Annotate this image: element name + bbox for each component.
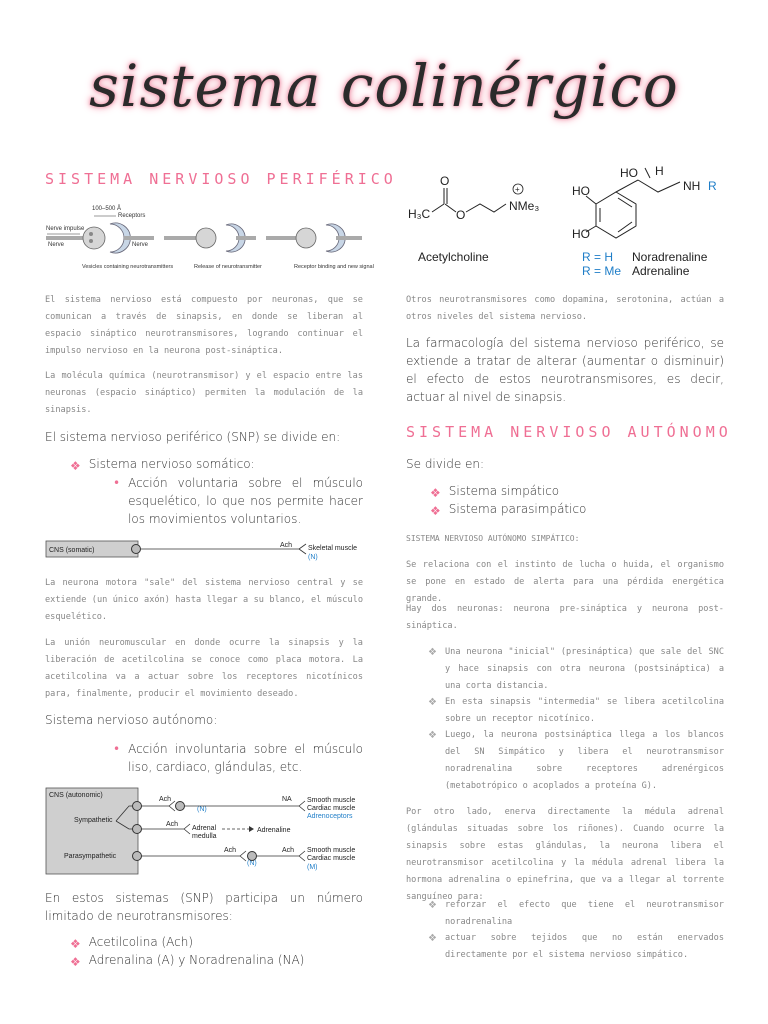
diamond-bullet-icon: ❖ bbox=[428, 730, 437, 741]
paragraph: La neurona motora "sale" del sistema nervioso central y se extiende (un único axón) hasta llegar a su blanco, el músculo esquelético. bbox=[45, 578, 363, 622]
svg-text:Ach: Ach bbox=[280, 542, 293, 549]
list-item bbox=[430, 502, 586, 520]
paragraph: El sistema nervioso periférico (SNP) se divide en: bbox=[45, 430, 341, 444]
list-item bbox=[70, 935, 193, 953]
svg-text:NH: NH bbox=[683, 179, 701, 193]
list-item bbox=[428, 694, 724, 728]
svg-text:Release of neurotransmitter: Release of neurotransmitter bbox=[194, 264, 262, 270]
paragraph: Por otro lado, enerva directamente la médula adrenal (glándulas situadas sobre los riñones). Cuando ocurre la sinapsis sobre estas glándulas, la neurona libera el neurotransmisor acetilcolina y la médula adrenal libera la hormona adrenalina o epinefrina, que va a llegar al torrente sanguíneo para: bbox=[406, 807, 724, 902]
list-item bbox=[428, 930, 724, 964]
svg-text:medulla: medulla bbox=[192, 833, 217, 840]
list-item-label: Una neurona "inicial" (presináptica) que sale del SNC y hace sinapsis con otra neurona (postsináptica) a una corta distancia. bbox=[444, 647, 724, 691]
molecule-structures-figure bbox=[404, 160, 744, 285]
svg-text:Noradrenaline: Noradrenaline bbox=[632, 250, 708, 264]
svg-text:R = H: R = H bbox=[582, 250, 614, 264]
list-item-label: Acción involuntaria sobre el músculo liso, cardiaco, glándulas, etc. bbox=[128, 742, 363, 774]
autonomic-pathway-figure bbox=[44, 786, 366, 878]
svg-text:(M): (M) bbox=[307, 864, 318, 871]
svg-text:NA: NA bbox=[282, 796, 292, 803]
svg-text:O: O bbox=[456, 208, 466, 222]
diamond-bullet-icon: ❖ bbox=[430, 486, 441, 500]
paragraph: El sistema nervioso está compuesto por neuronas, que se comunican a través de sinapsis, en donde se liberan al espacio sináptico neurotransmisores, logrando continuar el impulso nervioso en la neurona post-sináptica. bbox=[45, 295, 363, 356]
svg-text:Cardiac muscle: Cardiac muscle bbox=[307, 855, 356, 862]
diamond-bullet-icon: ❖ bbox=[70, 937, 81, 951]
svg-text:HO: HO bbox=[572, 184, 590, 198]
svg-text:Nerve impulse: Nerve impulse bbox=[46, 226, 85, 232]
svg-text:Ach: Ach bbox=[159, 796, 172, 803]
list-item bbox=[113, 740, 363, 776]
list-item-label: reforzar el efecto que tiene el neurotransmisor noradrenalina bbox=[444, 900, 724, 927]
svg-text:HO: HO bbox=[572, 227, 590, 241]
svg-text:Cardiac muscle: Cardiac muscle bbox=[307, 805, 356, 812]
diamond-bullet-icon: ❖ bbox=[70, 459, 81, 473]
svg-text:Ach: Ach bbox=[224, 847, 237, 854]
paragraph: Otros neurotransmisores como dopamina, serotonina, actúan a otros niveles del sistema nervioso. bbox=[406, 295, 724, 322]
list-item-label: actuar sobre tejidos que no están enervados directamente por el sistema nervioso simpático. bbox=[444, 933, 724, 960]
svg-text:Receptors: Receptors bbox=[118, 213, 146, 219]
svg-text:Parasympathetic: Parasympathetic bbox=[64, 853, 117, 860]
svg-text:NMe₃: NMe₃ bbox=[509, 199, 540, 213]
paragraph: La farmacología del sistema nervioso periférico, se extiende a tratar de alterar (aumentar o disminuir) el efecto de estos neurotransmisores, es decir, actuar al nivel de sinapsis. bbox=[406, 336, 724, 404]
list-item bbox=[428, 897, 724, 931]
svg-text:100–500 Å: 100–500 Å bbox=[92, 206, 122, 212]
svg-text:Nerve: Nerve bbox=[132, 242, 149, 248]
svg-text:Adrenaline: Adrenaline bbox=[632, 264, 690, 278]
diamond-bullet-icon: ❖ bbox=[428, 697, 437, 708]
list-item-label: Adrenalina (A) y Noradrenalina (NA) bbox=[88, 953, 305, 967]
svg-text:(N): (N) bbox=[308, 554, 318, 561]
paragraph: La unión neuromuscular en donde ocurre la sinapsis y la liberación de acetilcolina se conoce como placa motora. La acetilcolina va a actuar sobre los receptores nicotínicos para, finalmente, producir el movimiento deseado. bbox=[45, 638, 363, 699]
paragraph: Se relaciona con el instinto de lucha o huida, el organismo se pone en estado de alerta para una pérdida energética grande. bbox=[406, 560, 724, 604]
svg-text:(N): (N) bbox=[247, 860, 257, 867]
subheading: SISTEMA NERVIOSO AUTÓNOMO SIMPÁTICO: bbox=[406, 534, 580, 543]
list-item-label: Luego, la neurona postsináptica llega a los blancos del SN Simpático y libera el neurotransmisor noradrenalina sobre receptores adrenérgicos (metabotrópico o acoplados a proteína G). bbox=[444, 730, 724, 791]
svg-text:Adrenoceptors: Adrenoceptors bbox=[307, 813, 353, 820]
list-item bbox=[70, 953, 304, 971]
svg-text:Nerve: Nerve bbox=[48, 242, 65, 248]
list-item-label: Sistema nervioso somático: bbox=[88, 457, 255, 471]
svg-text:+: + bbox=[515, 185, 520, 194]
svg-text:Smooth muscle: Smooth muscle bbox=[307, 847, 356, 854]
svg-text:Acetylcholine: Acetylcholine bbox=[418, 250, 489, 264]
list-item bbox=[430, 484, 559, 502]
svg-text:(N): (N) bbox=[197, 806, 207, 813]
diamond-bullet-icon: ❖ bbox=[428, 647, 437, 658]
section-heading-snp: SISTEMA NERVIOSO PERIFÉRICO bbox=[45, 170, 397, 188]
svg-text:R = Me: R = Me bbox=[582, 264, 622, 278]
svg-text:O: O bbox=[440, 174, 450, 188]
svg-text:H: H bbox=[655, 164, 664, 178]
list-item bbox=[70, 457, 255, 475]
paragraph: Hay dos neuronas: neurona pre-sináptica y neurona post-sináptica. bbox=[406, 604, 724, 631]
svg-text:Vesicles containing neurotrans: Vesicles containing neurotransmitters bbox=[82, 264, 174, 270]
page-title: sistema colinérgico bbox=[89, 52, 679, 120]
list-item-label: En esta sinapsis "intermedia" se libera acetilcolina sobre un receptor nicotínico. bbox=[444, 697, 724, 724]
svg-text:Smooth muscle: Smooth muscle bbox=[307, 797, 356, 804]
list-item bbox=[428, 727, 724, 795]
svg-text:Ach: Ach bbox=[166, 821, 179, 828]
paragraph: Sistema nervioso autónomo: bbox=[45, 713, 218, 727]
dot-bullet-icon: • bbox=[113, 476, 121, 490]
svg-text:R: R bbox=[708, 179, 717, 193]
svg-text:CNS (somatic): CNS (somatic) bbox=[49, 547, 95, 554]
svg-text:HO: HO bbox=[620, 166, 638, 180]
list-item-label: Sistema simpático bbox=[448, 484, 560, 498]
svg-text:Ach: Ach bbox=[282, 847, 295, 854]
paragraph: En estos sistemas (SNP) participa un número limitado de neurotransmisores: bbox=[45, 891, 363, 923]
list-item-label: Acetilcolina (Ach) bbox=[88, 935, 194, 949]
list-item-label: Acción voluntaria sobre el músculo esquelético, lo que nos permite hacer los movimientos voluntarios. bbox=[128, 476, 363, 526]
somatic-pathway-figure bbox=[44, 537, 364, 565]
diamond-bullet-icon: ❖ bbox=[70, 955, 81, 969]
dot-bullet-icon: • bbox=[113, 742, 121, 756]
svg-text:Adrenal: Adrenal bbox=[192, 825, 217, 832]
section-heading-sna: SISTEMA NERVIOSO AUTÓNOMO bbox=[406, 423, 732, 441]
diamond-bullet-icon: ❖ bbox=[428, 900, 437, 911]
list-item bbox=[113, 474, 363, 528]
synapse-figure bbox=[44, 198, 374, 284]
paragraph: Se divide en: bbox=[406, 457, 485, 471]
diamond-bullet-icon: ❖ bbox=[430, 504, 441, 518]
svg-text:H₃C: H₃C bbox=[408, 207, 431, 221]
svg-text:Adrenaline: Adrenaline bbox=[257, 827, 291, 834]
svg-text:CNS (autonomic): CNS (autonomic) bbox=[49, 792, 103, 799]
svg-text:Receptor binding and new signa: Receptor binding and new signal bbox=[294, 264, 374, 270]
svg-text:Skeletal muscle: Skeletal muscle bbox=[308, 545, 358, 552]
list-item-label: Sistema parasimpático bbox=[448, 502, 587, 516]
svg-text:Sympathetic: Sympathetic bbox=[74, 817, 113, 824]
diamond-bullet-icon: ❖ bbox=[428, 933, 437, 944]
paragraph: La molécula química (neurotransmisor) y el espacio entre las neuronas (espacio sináptico) permiten la modulación de la sinapsis. bbox=[45, 371, 363, 415]
list-item bbox=[428, 644, 724, 695]
